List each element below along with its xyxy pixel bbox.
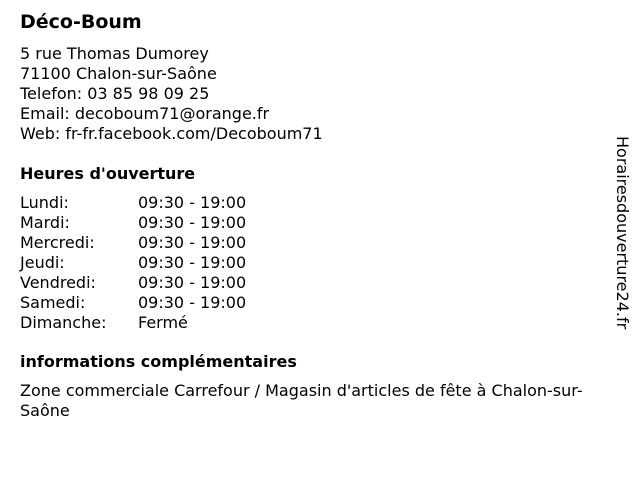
phone-line: Telefon: 03 85 98 09 25	[20, 84, 210, 103]
web-line: Web: fr-fr.facebook.com/Decoboum71	[20, 124, 323, 143]
day-hours: 09:30 - 19:00	[138, 253, 247, 272]
day-hours: 09:30 - 19:00	[138, 213, 247, 232]
email-line: Email: decoboum71@orange.fr	[20, 104, 270, 123]
business-name: Déco-Boum	[20, 11, 142, 33]
day-hours: Fermé	[138, 313, 188, 332]
hours-row-wednesday	[20, 233, 610, 253]
hours-row-sunday	[20, 313, 610, 333]
opening-hours-list	[20, 193, 610, 333]
address-street: 5 rue Thomas Dumorey	[20, 44, 209, 63]
hours-row-saturday	[20, 293, 610, 313]
business-card	[20, 10, 610, 421]
additional-info-text: Zone commerciale Carrefour / Magasin d'articles de fête à Chalon-sur-Saône	[20, 381, 583, 420]
day-label: Vendredi:	[20, 273, 96, 292]
address-city: 71100 Chalon-sur-Saône	[20, 64, 217, 83]
day-label: Jeudi:	[20, 253, 65, 272]
contact-block	[20, 44, 610, 144]
day-hours: 09:30 - 19:00	[138, 293, 247, 312]
opening-hours-heading: Heures d'ouverture	[20, 164, 196, 183]
hours-row-friday	[20, 273, 610, 293]
additional-info-heading: informations complémentaires	[20, 352, 297, 371]
day-hours: 09:30 - 19:00	[138, 233, 247, 252]
site-watermark: Horairesdouverture24.fr	[613, 136, 632, 330]
hours-row-tuesday	[20, 213, 610, 233]
day-hours: 09:30 - 19:00	[138, 193, 247, 212]
hours-row-monday	[20, 193, 610, 213]
day-label: Mardi:	[20, 213, 70, 232]
day-label: Mercredi:	[20, 233, 95, 252]
day-hours: 09:30 - 19:00	[138, 273, 247, 292]
day-label: Dimanche:	[20, 313, 107, 332]
day-label: Lundi:	[20, 193, 69, 212]
hours-row-thursday	[20, 253, 610, 273]
day-label: Samedi:	[20, 293, 86, 312]
